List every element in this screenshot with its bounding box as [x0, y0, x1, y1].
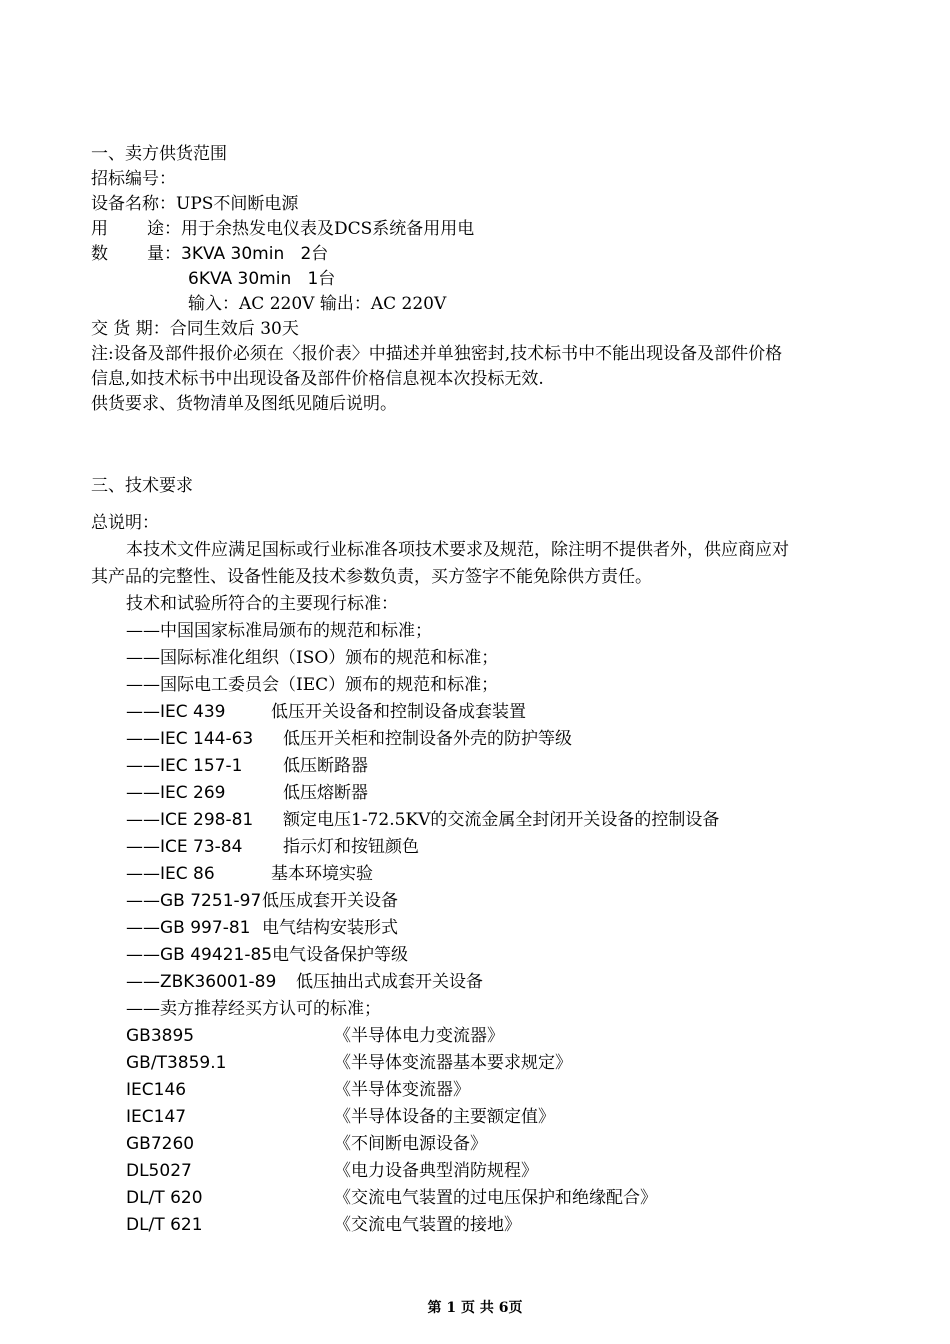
standard-code: ——GB 7251-97 [126, 891, 262, 911]
standard-code: ——ICE 73-84 [126, 837, 243, 857]
reference-code: DL/T 620 [126, 1188, 203, 1208]
standard-desc: 电气设备保护等级 [272, 945, 408, 965]
quantity-item-1: 3KVA 30min 2台 [181, 244, 329, 264]
standard-code: ——IEC 86 [126, 864, 215, 884]
reference-code: DL/T 621 [126, 1215, 203, 1235]
standard-item [126, 836, 419, 858]
note-line-2: 信息,如技术标书中出现设备及部件价格信息视本次投标无效. [91, 369, 544, 389]
reference-item [126, 1133, 487, 1155]
standard-code: ——IEC 144-63 [126, 729, 254, 749]
standard-code: ——国际标准化组织（ISO）颁布的规范和标准； [126, 648, 499, 668]
reference-item [126, 1079, 470, 1101]
standard-desc: 低压成套开关设备 [262, 891, 398, 911]
reference-title: 《半导体变流器》 [334, 1080, 470, 1100]
standard-desc: 额定电压1-72.5KV的交流金属全封闭开关设备的控制设备 [283, 810, 720, 830]
quantity-label-suffix: 量： [147, 244, 181, 264]
reference-code: IEC146 [126, 1080, 187, 1100]
reference-title: 《交流电气装置的过电压保护和绝缘配合》 [334, 1188, 657, 1208]
standard-code: ——IEC 439 [126, 702, 226, 722]
standard-item [126, 782, 368, 804]
reference-code: IEC147 [126, 1107, 187, 1127]
reference-title: 《半导体变流器基本要求规定》 [334, 1053, 572, 1073]
general-description-label: 总说明： [91, 513, 159, 533]
standard-desc: 低压熔断器 [283, 783, 368, 803]
standard-code: ——卖方推荐经买方认可的标准； [126, 999, 381, 1019]
reference-code: GB3895 [126, 1026, 195, 1046]
reference-item [126, 1106, 555, 1128]
reference-item [126, 1052, 572, 1074]
reference-title: 《交流电气装置的接地》 [334, 1215, 521, 1235]
general-paragraph-line-2: 其产品的完整性、设备性能及技术参数负责，买方签字不能免除供方责任。 [91, 567, 652, 587]
use-value: 用于余热发电仪表及DCS系统备用用电 [181, 219, 475, 239]
use-label: 用 [91, 219, 108, 239]
bid-number-label: 招标编号： [91, 169, 176, 189]
use-line [91, 218, 474, 240]
standard-code: ——GB 49421-85 [126, 945, 273, 965]
note-line-1: 注:设备及部件报价必须在〈报价表〉中描述并单独密封,技术标书中不能出现设备及部件价格 [91, 344, 783, 364]
reference-item [126, 1025, 504, 1047]
standard-item [126, 971, 483, 993]
standard-item [126, 890, 398, 912]
standard-item [126, 647, 498, 669]
standard-code: ——中国国家标准局颁布的规范和标准； [126, 621, 432, 641]
reference-item [126, 1160, 538, 1182]
device-name-line: 设备名称：UPS不间断电源 [91, 194, 299, 214]
general-paragraph-line-1: 本技术文件应满足国标或行业标准各项技术要求及规范，除注明不提供者外，供应商应对 [126, 540, 789, 560]
standard-desc: 基本环境实验 [271, 864, 373, 884]
standard-desc: 低压开关设备和控制设备成套装置 [271, 702, 526, 722]
page-number-footer: 第 1 页 共 6页 [427, 1300, 523, 1316]
standard-code: ——GB 997-81 [126, 918, 251, 938]
quantity-line [91, 243, 328, 265]
use-label-suffix: 途： [147, 219, 181, 239]
reference-title: 《半导体电力变流器》 [334, 1026, 504, 1046]
reference-title: 《不间断电源设备》 [334, 1134, 487, 1154]
standard-item [126, 944, 408, 966]
standards-intro: 技术和试验所符合的主要现行标准： [126, 594, 398, 614]
standard-desc: 低压开关柜和控制设备外壳的防护等级 [283, 729, 572, 749]
standard-code: ——ICE 298-81 [126, 810, 254, 830]
standard-desc: 电气结构安装形式 [262, 918, 398, 938]
reference-code: DL5027 [126, 1161, 192, 1181]
standard-item [126, 674, 498, 696]
standard-item [126, 755, 368, 777]
standard-item [126, 809, 719, 831]
standard-item [126, 998, 381, 1020]
standard-item [126, 701, 526, 723]
reference-code: GB7260 [126, 1134, 195, 1154]
standard-code: ——ZBK36001-89 [126, 972, 277, 992]
standard-item [126, 917, 398, 939]
standard-desc: 指示灯和按钮颜色 [283, 837, 419, 857]
standard-desc: 低压抽出式成套开关设备 [296, 972, 483, 992]
section3-heading: 三、技术要求 [91, 476, 193, 496]
supply-requirement-line: 供货要求、货物清单及图纸见随后说明。 [91, 394, 397, 414]
delivery-line: 交 货 期：合同生效后 30天 [91, 319, 299, 339]
reference-title: 《电力设备典型消防规程》 [334, 1161, 538, 1181]
reference-item [126, 1187, 657, 1209]
standard-code: ——IEC 269 [126, 783, 226, 803]
reference-code: GB/T3859.1 [126, 1053, 227, 1073]
standard-item [126, 620, 432, 642]
reference-title: 《半导体设备的主要额定值》 [334, 1107, 555, 1127]
io-spec-line: 输入：AC 220V 输出：AC 220V [188, 294, 447, 314]
standard-item [126, 863, 373, 885]
quantity-label: 数 [91, 244, 108, 264]
standard-desc: 低压断路器 [283, 756, 368, 776]
quantity-item-2: 6KVA 30min 1台 [188, 269, 336, 289]
standard-item [126, 728, 572, 750]
standard-code: ——IEC 157-1 [126, 756, 243, 776]
standard-code: ——国际电工委员会（IEC）颁布的规范和标准； [126, 675, 499, 695]
section1-heading: 一、卖方供货范围 [91, 144, 227, 164]
reference-item [126, 1214, 521, 1236]
